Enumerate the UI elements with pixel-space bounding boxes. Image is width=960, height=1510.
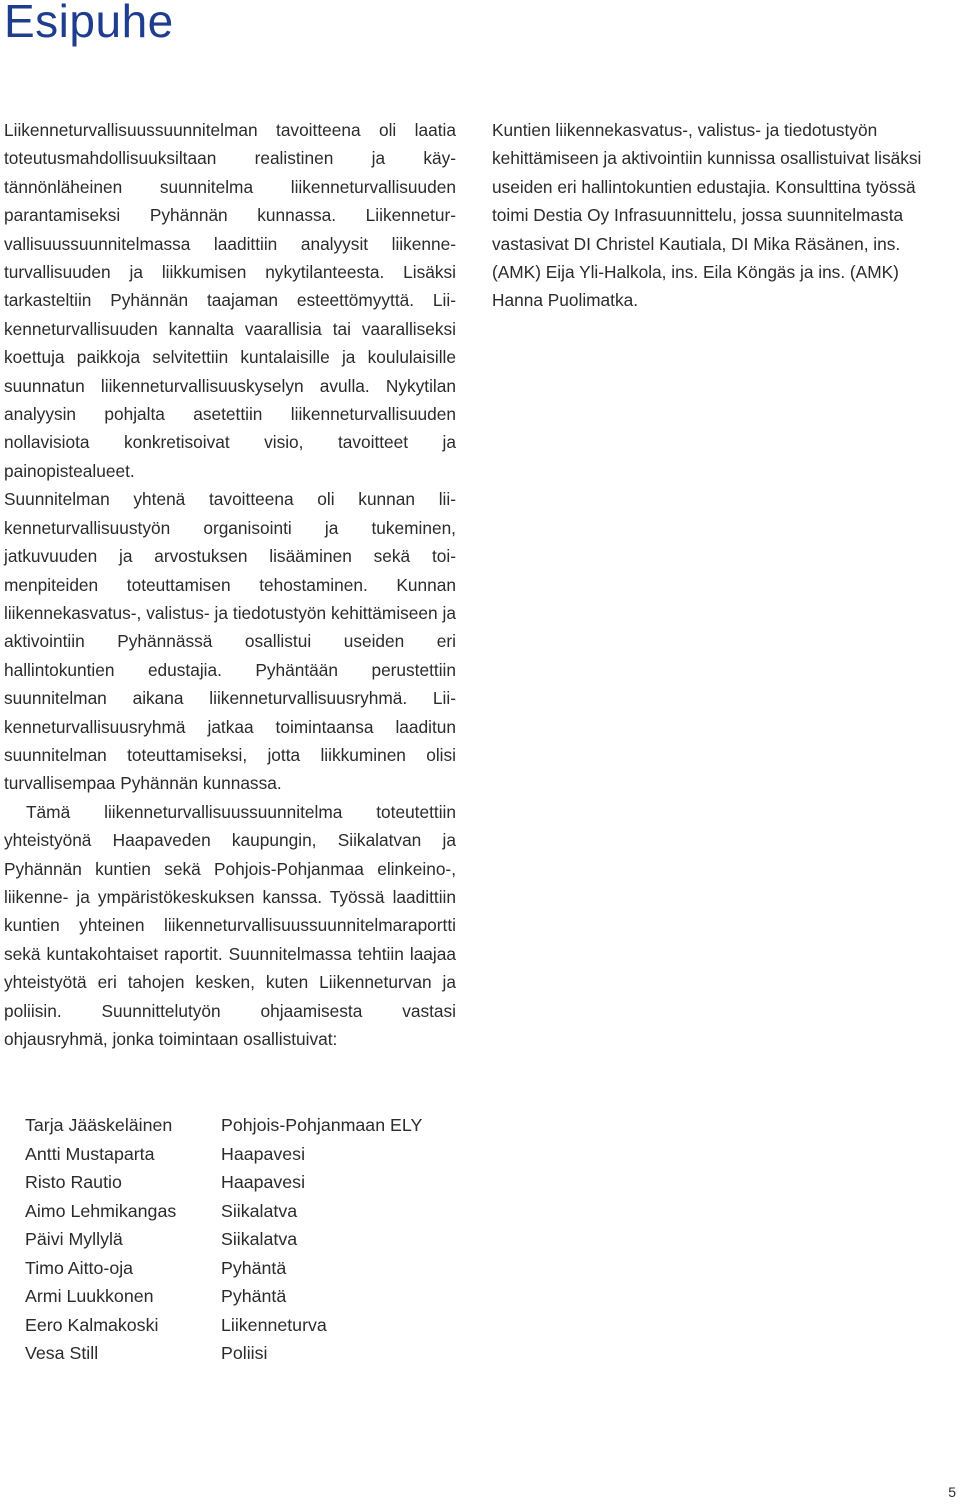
list-item [25, 1225, 422, 1254]
participant-organization: Siikalatva [221, 1229, 298, 1249]
steering-group-list [25, 1111, 422, 1368]
participant-name: Timo Aitto-oja [25, 1257, 134, 1278]
participant-organization: Pyhäntä [221, 1286, 287, 1306]
left-text-column [4, 116, 456, 1053]
list-item [25, 1254, 422, 1283]
list-item [25, 1339, 422, 1368]
right-text-column [492, 116, 948, 315]
participant-name: Armi Luukkonen [25, 1286, 154, 1306]
participant-name: Antti Mustaparta [25, 1143, 155, 1164]
list-item [25, 1197, 422, 1226]
participant-organization: Liikenneturva [221, 1314, 327, 1335]
participant-name: Päivi Myllylä [25, 1229, 123, 1249]
participant-name: Aimo Lehmikangas [25, 1200, 177, 1221]
participant-name: Eero Kalmakoski [25, 1314, 159, 1335]
list-item [25, 1140, 422, 1169]
participant-name: Vesa Still [25, 1343, 99, 1363]
participant-name: Tarja Jääskeläinen [25, 1115, 173, 1135]
paragraph-cooperation: Tämä liikenneturvallisuussuunnitelma toteutettiin yhteistyönä Haapaveden kaupungin, Siikalatvan ja Pyhännän kuntien sekä Pohjois-Pohjanmaa elinkeino-, liikenne- ja ympäristökeskuksen kanssa. Työssä laadittiin kuntien yhteinen liikenneturvallisuussuunnitelmaraportti sekä kuntakohtaiset raportit. Suunnitelmassa tehtiin laajaa yhteistyötä eri tahojen kesken, kuten Liikenneturvan ja poliisin. Suunnittelutyön ohjaamisesta vastasi ohjausryhmä, jonka toimintaan osallistuivat: [4, 801, 456, 1049]
paragraph-goals: Liikenneturvallisuussuunnitelman tavoitteena oli laatia toteutusmahdollisuuksiltaan realistinen ja käytännönläheinen suunnitelma liikenneturvallisuuden parantamiseksi Pyhännän kunnassa. Liikenneturvallisuussuunnitelmassa laadittiin analyysit liikenneturvallisuuden ja liikkumisen nykytilanteesta. Lisäksi tarkasteltiin Pyhännän taajaman esteettömyyttä. Liikenneturvallisuuden kannalta vaarallisia tai vaaralliseksi koettuja paikkoja selvitettiin kuntalaisille ja koululaisille suunnatun liikenneturvallisuuskyselyn avulla. Nykytilan analyysin pohjalta asetettiin liikenneturvallisuuden nollavisiota konkretisoivat visio, tavoitteet ja painopistealueet. [4, 120, 456, 481]
participant-organization: Siikalatva [221, 1200, 298, 1221]
list-item [25, 1111, 422, 1140]
page-number: 5 [948, 1484, 956, 1500]
participant-organization: Haapavesi [221, 1172, 306, 1192]
participant-organization: Pyhäntä [221, 1257, 287, 1278]
paragraph-consultant: Kuntien liikennekasvatus-, valistus- ja tiedotustyön kehittämiseen ja aktivointiin kunnissa osallistuivat lisäksi useiden eri hallintokuntien edustajia. Konsulttina työssä toimi Destia Oy Infrasuunnittelu, jossa suunnitelmasta vastasivat DI Christel Kautiala, DI Mika Räsänen, ins. (AMK) Eija Yli-Halkola, ins. Eila Köngäs ja ins. (AMK) Hanna Puolimatka. [492, 120, 922, 311]
list-item [25, 1282, 422, 1311]
list-item [25, 1168, 422, 1197]
paragraph-organisation: Suunnitelman yhtenä tavoitteena oli kunnan liikenneturvallisuustyön organisointi ja tukeminen, jatkuvuuden ja arvostuksen lisääminen sekä toimenpiteiden toteuttamisen tehostaminen. Kunnan liikennekasvatus-, valistus- ja tiedotustyön kehittämiseen ja aktivointiin Pyhännässä osallistui useiden eri hallintokuntien edustajia. Pyhäntään perustettiin suunnitelman aikana liikenneturvallisuusryhmä. Liikenneturvallisuusryhmä jatkaa toimintaansa laaditun suunnitelman toteuttamiseksi, jotta liikkuminen olisi turvallisempaa Pyhännän kunnassa. [4, 489, 456, 794]
participant-organization: Poliisi [221, 1343, 268, 1363]
participant-organization: Haapavesi [221, 1143, 306, 1164]
participant-name: Risto Rautio [25, 1172, 122, 1192]
participant-organization: Pohjois-Pohjanmaan ELY [221, 1115, 423, 1135]
page-title: Esipuhe [4, 0, 174, 47]
list-item [25, 1311, 422, 1340]
